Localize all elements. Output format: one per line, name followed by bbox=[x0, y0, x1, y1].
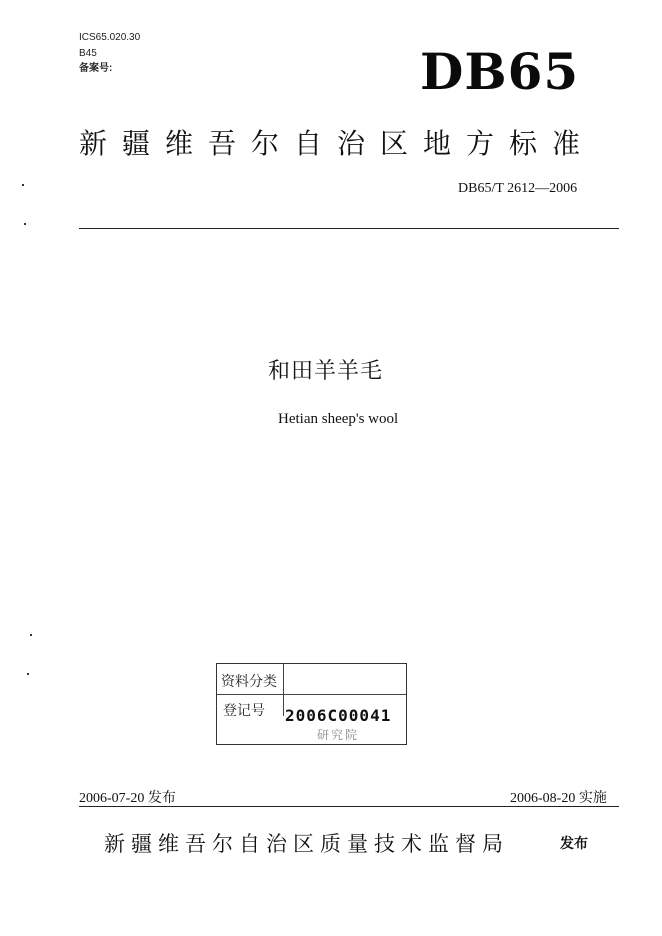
margin-mark bbox=[24, 223, 26, 225]
issuing-suffix: 发布 bbox=[560, 836, 588, 852]
implementation-date: 2006-08-20 实施 bbox=[510, 791, 607, 806]
document-title-en: Hetian sheep's wool bbox=[278, 411, 399, 427]
margin-mark bbox=[30, 634, 32, 636]
document-title-cn: 和田羊羊毛 bbox=[268, 359, 384, 384]
stamp-row-divider bbox=[217, 694, 406, 695]
region-standard-title: 新疆维吾尔自治区地方标准 bbox=[79, 127, 596, 160]
margin-mark bbox=[27, 673, 29, 675]
stamp-registration-number: 2006C00041 bbox=[285, 706, 392, 725]
header-divider bbox=[79, 228, 619, 229]
issue-date: 2006-07-20 发布 bbox=[79, 791, 176, 806]
db65-logo: DB65 bbox=[420, 42, 580, 101]
ccs-code: B45 bbox=[79, 48, 97, 59]
filing-number-label: 备案号: bbox=[79, 63, 113, 74]
margin-mark bbox=[22, 184, 24, 186]
footer-divider bbox=[79, 806, 619, 807]
stamp-column-divider bbox=[283, 664, 284, 716]
standard-number: DB65/T 2612—2006 bbox=[458, 181, 578, 196]
archive-stamp bbox=[216, 663, 407, 745]
stamp-faint-text: 研究院 bbox=[317, 728, 360, 742]
ics-code: ICS65.020.30 bbox=[79, 32, 141, 43]
stamp-registration-label: 登记号 bbox=[223, 703, 265, 719]
stamp-category-label: 资料分类 bbox=[221, 674, 277, 690]
issuing-authority: 新疆维吾尔自治区质量技术监督局 bbox=[104, 832, 509, 856]
